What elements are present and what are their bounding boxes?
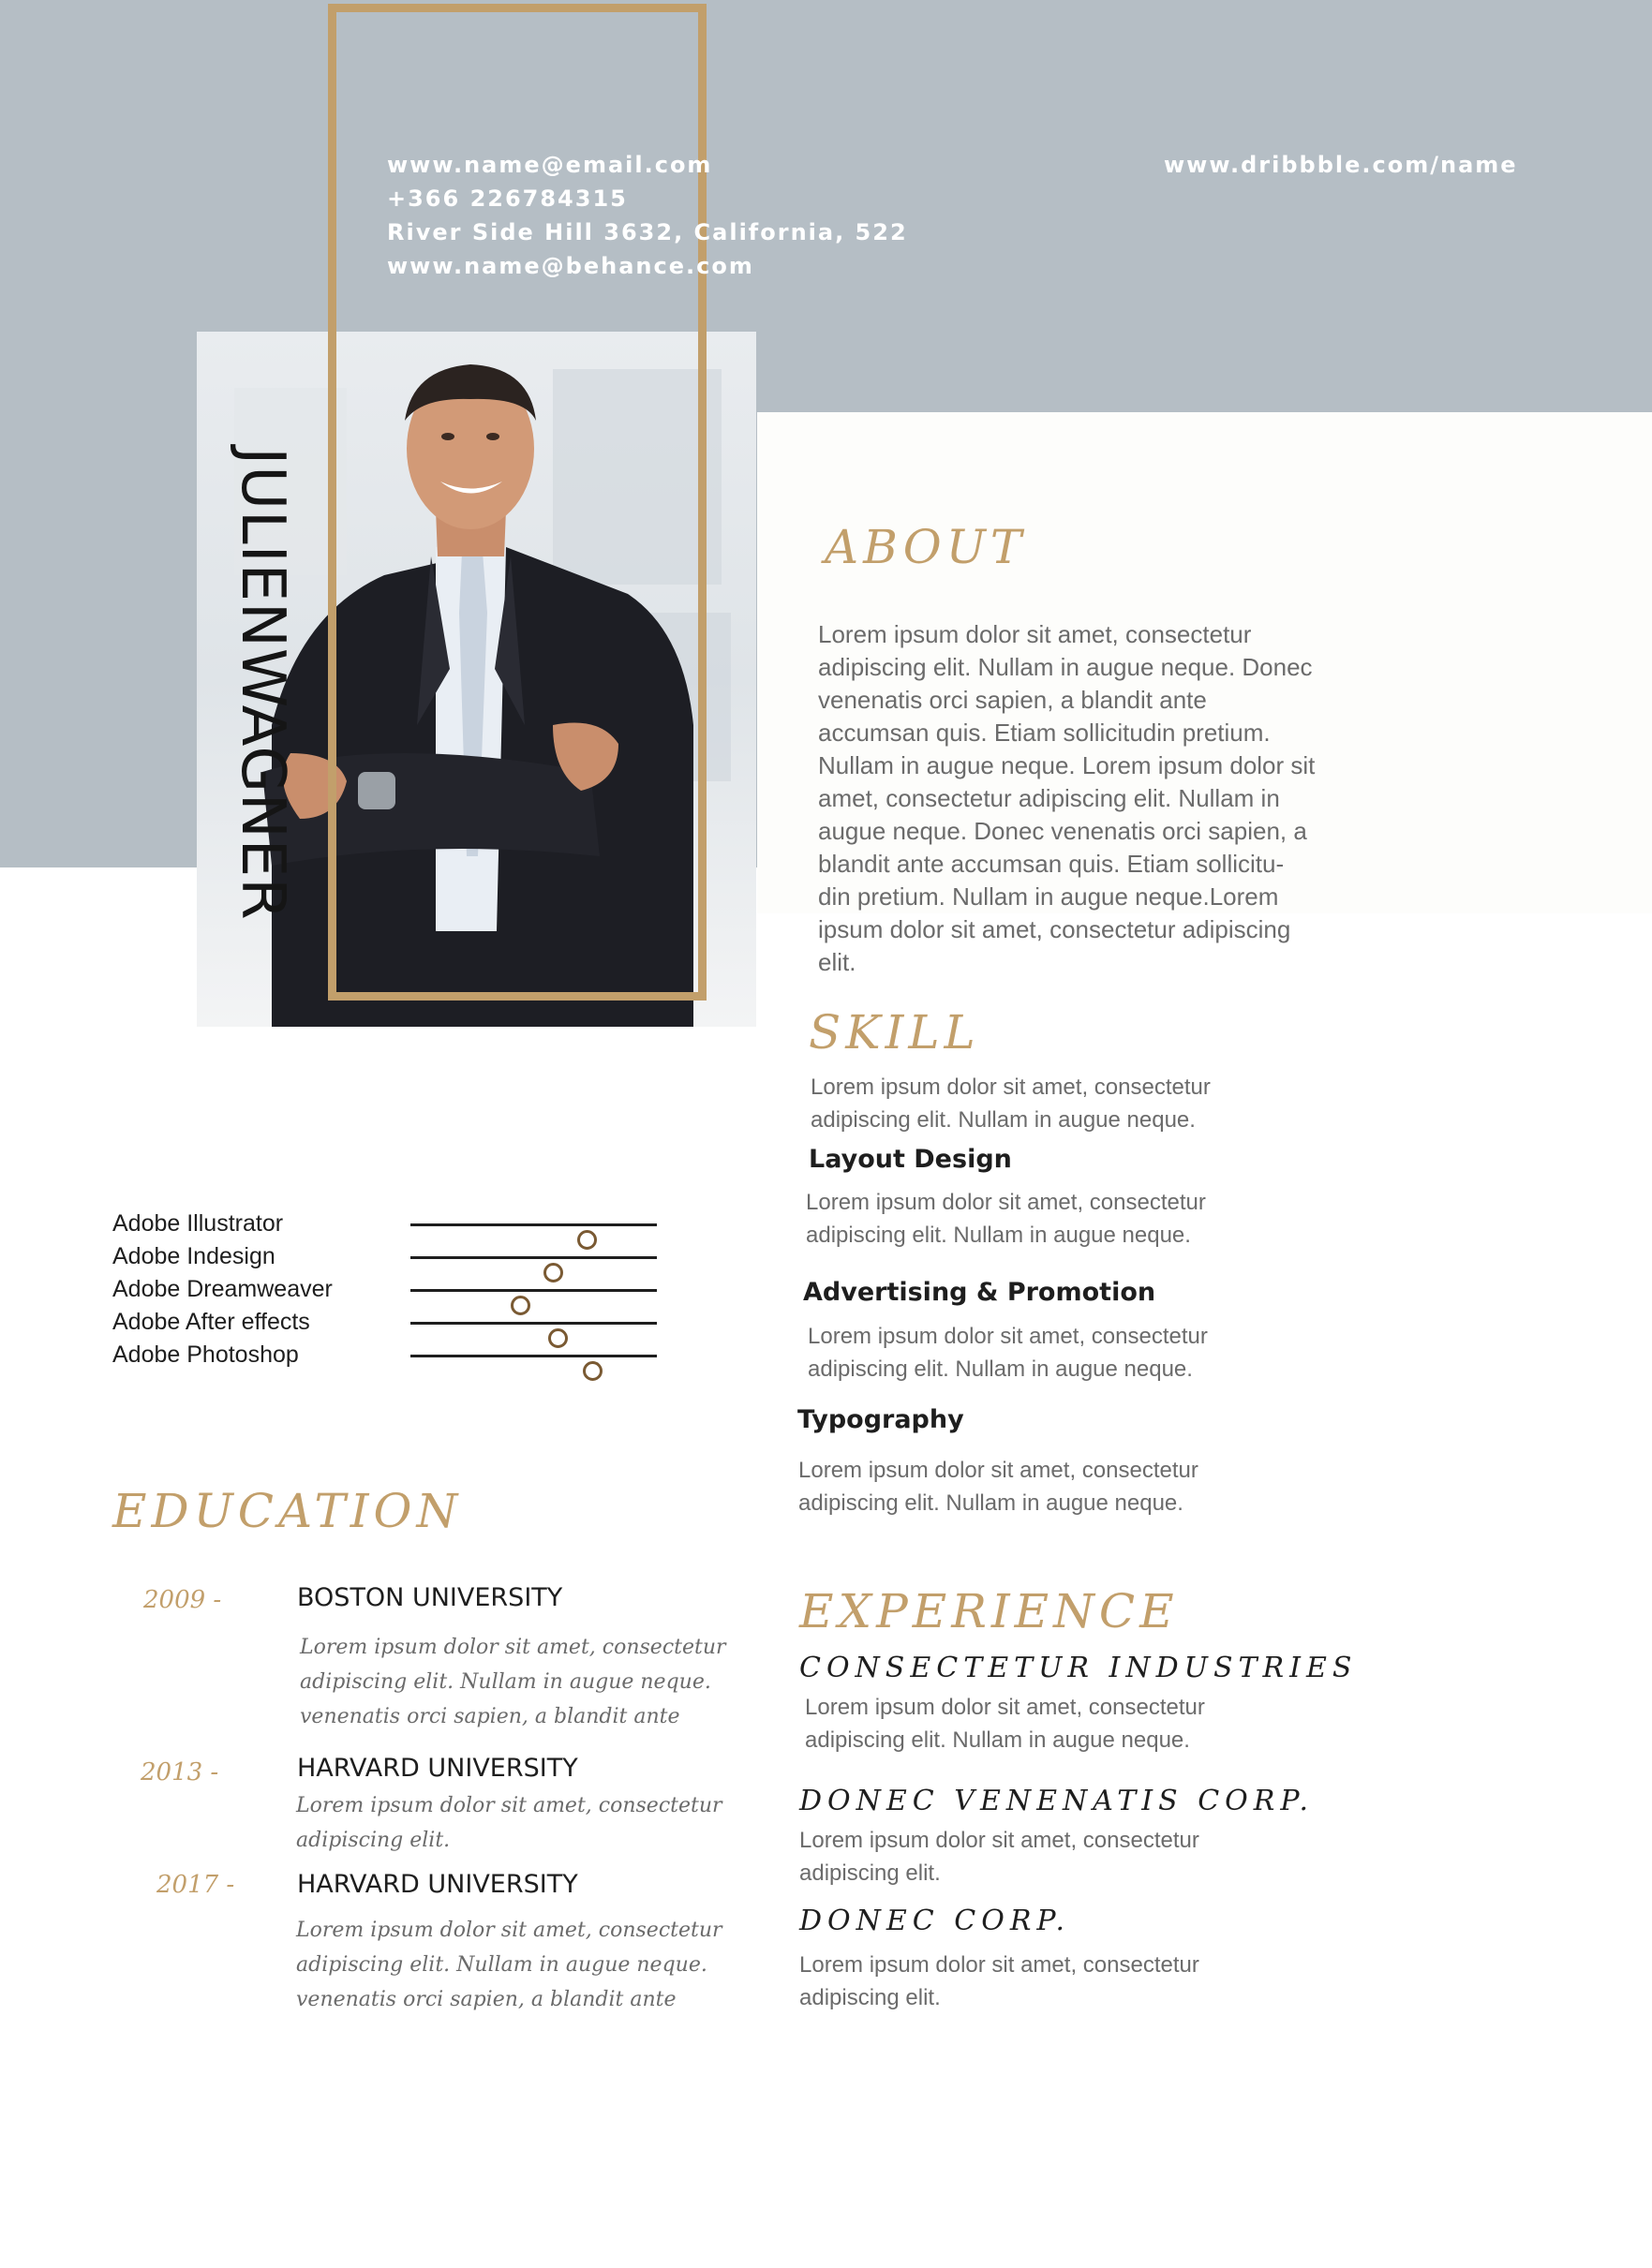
software-skill-label: Adobe Illustrator	[112, 1210, 284, 1237]
about-line: Lorem ipsum dolor sit amet, consectetur	[818, 620, 1252, 648]
skill-title-typography: Typography	[797, 1405, 964, 1434]
software-skill-label: Adobe After effects	[112, 1309, 310, 1335]
name-vertical	[211, 393, 314, 974]
education-year: 2009 -	[143, 1586, 222, 1614]
about-line: adipiscing elit. Nullam in augue neque. Donec	[818, 653, 1313, 681]
experience-company: DONEC VENENATIS CORP.	[799, 1785, 1315, 1817]
contact-behance[interactable]: www.name@behance.com	[387, 253, 754, 279]
about-line: accumsan quis. Etiam sollicitudin pretium.	[818, 719, 1271, 747]
about-line: din pretium. Nullam in augue neque.Lorem	[818, 882, 1279, 911]
education-line: adipiscing elit. Nullam in augue neque.	[300, 1670, 711, 1694]
education-text	[300, 1630, 726, 1734]
education-line: venenatis orci sapien, a blandit ante	[296, 1988, 677, 2011]
about-line: amet, consectetur adipiscing elit. Nullam in	[818, 784, 1280, 812]
skill-bar-track	[410, 1289, 657, 1292]
education-heading: EDUCATION	[112, 1484, 463, 1538]
contact-email[interactable]: www.name@email.com	[387, 152, 713, 178]
education-line: Lorem ipsum dolor sit amet, consectetur	[300, 1636, 726, 1659]
education-year: 2013 -	[141, 1758, 219, 1786]
experience-text	[799, 1949, 1199, 2014]
skill-bar-track	[410, 1355, 657, 1357]
contact-dribbble[interactable]: www.dribbble.com/name	[1164, 152, 1518, 178]
skill-text-layout-design	[806, 1186, 1206, 1252]
software-skill-after-effects	[112, 1305, 675, 1339]
contact-address: River Side Hill 3632, California, 522	[387, 219, 908, 245]
skill-line: adipiscing elit. Nullam in augue neque.	[806, 1223, 1191, 1248]
skill-line: adipiscing elit. Nullam in augue neque.	[808, 1356, 1193, 1382]
about-text	[818, 618, 1418, 979]
software-skill-label: Adobe Indesign	[112, 1243, 275, 1269]
software-skill-photoshop	[112, 1338, 675, 1371]
education-text	[296, 1788, 722, 1858]
skill-title-layout-design: Layout Design	[809, 1145, 1012, 1174]
skill-bar-track	[410, 1223, 657, 1226]
about-line: augue neque. Donec venenatis orci sapien, a	[818, 817, 1307, 845]
about-line: venenatis orci sapien, a blandit ante	[818, 686, 1207, 714]
skill-text-advertising	[808, 1320, 1208, 1386]
experience-line: Lorem ipsum dolor sit amet, consectetur	[799, 1952, 1199, 1978]
about-line: blandit ante accumsan quis. Etiam sollicitu-	[818, 850, 1285, 878]
education-line: Lorem ipsum dolor sit amet, consectetur	[296, 1794, 722, 1817]
skill-bar-track	[410, 1256, 657, 1259]
software-skill-label: Adobe Photoshop	[112, 1342, 299, 1368]
experience-company: CONSECTETUR INDUSTRIES	[799, 1652, 1358, 1684]
about-line: elit.	[818, 948, 856, 976]
experience-line: adipiscing elit.	[799, 1860, 941, 1886]
skill-line: Lorem ipsum dolor sit amet, consectetur	[798, 1458, 1198, 1483]
about-line: Nullam in augue neque. Lorem ipsum dolor sit	[818, 751, 1316, 779]
education-school: HARVARD UNIVERSITY	[297, 1870, 578, 1899]
skill-intro-line: adipiscing elit. Nullam in augue neque.	[811, 1107, 1196, 1133]
software-skill-indesign	[112, 1239, 675, 1273]
education-school: HARVARD UNIVERSITY	[297, 1754, 578, 1783]
experience-line: Lorem ipsum dolor sit amet, consectetur	[799, 1828, 1199, 1853]
skill-bar-track	[410, 1322, 657, 1325]
about-line: ipsum dolor sit amet, consectetur adipiscing	[818, 915, 1291, 943]
experience-line: Lorem ipsum dolor sit amet, consectetur	[805, 1695, 1205, 1720]
education-line: Lorem ipsum dolor sit amet, consectetur	[296, 1919, 722, 1942]
skill-title-advertising: Advertising & Promotion	[803, 1278, 1156, 1307]
education-school: BOSTON UNIVERSITY	[297, 1583, 563, 1612]
software-skill-dreamweaver	[112, 1272, 675, 1306]
skill-intro	[811, 1071, 1211, 1136]
education-line: adipiscing elit. Nullam in augue neque.	[296, 1953, 707, 1977]
skill-intro-line: Lorem ipsum dolor sit amet, consectetur	[811, 1075, 1211, 1100]
about-heading: ABOUT	[825, 520, 1027, 574]
skill-level-knob[interactable]	[583, 1361, 603, 1381]
experience-heading: EXPERIENCE	[799, 1584, 1179, 1638]
experience-text	[799, 1824, 1199, 1890]
skill-line: adipiscing elit. Nullam in augue neque.	[798, 1490, 1183, 1516]
skill-text-typography	[798, 1454, 1198, 1519]
software-skill-illustrator	[112, 1207, 675, 1240]
education-year: 2017 -	[156, 1871, 235, 1899]
education-line: venenatis orci sapien, a blandit ante	[300, 1705, 680, 1728]
education-line: adipiscing elit.	[296, 1829, 451, 1852]
experience-company: DONEC CORP.	[799, 1905, 1071, 1937]
full-name: JULIENWAGNER	[228, 447, 297, 921]
software-skill-label: Adobe Dreamweaver	[112, 1276, 333, 1302]
skill-line: Lorem ipsum dolor sit amet, consectetur	[806, 1190, 1206, 1215]
experience-text	[805, 1691, 1205, 1757]
experience-line: adipiscing elit.	[799, 1985, 941, 2010]
skill-line: Lorem ipsum dolor sit amet, consectetur	[808, 1324, 1208, 1349]
skill-heading: SKILL	[809, 1005, 980, 1060]
experience-line: adipiscing elit. Nullam in augue neque.	[805, 1727, 1190, 1753]
contact-phone: +366 226784315	[387, 185, 628, 212]
education-text	[296, 1913, 722, 2017]
